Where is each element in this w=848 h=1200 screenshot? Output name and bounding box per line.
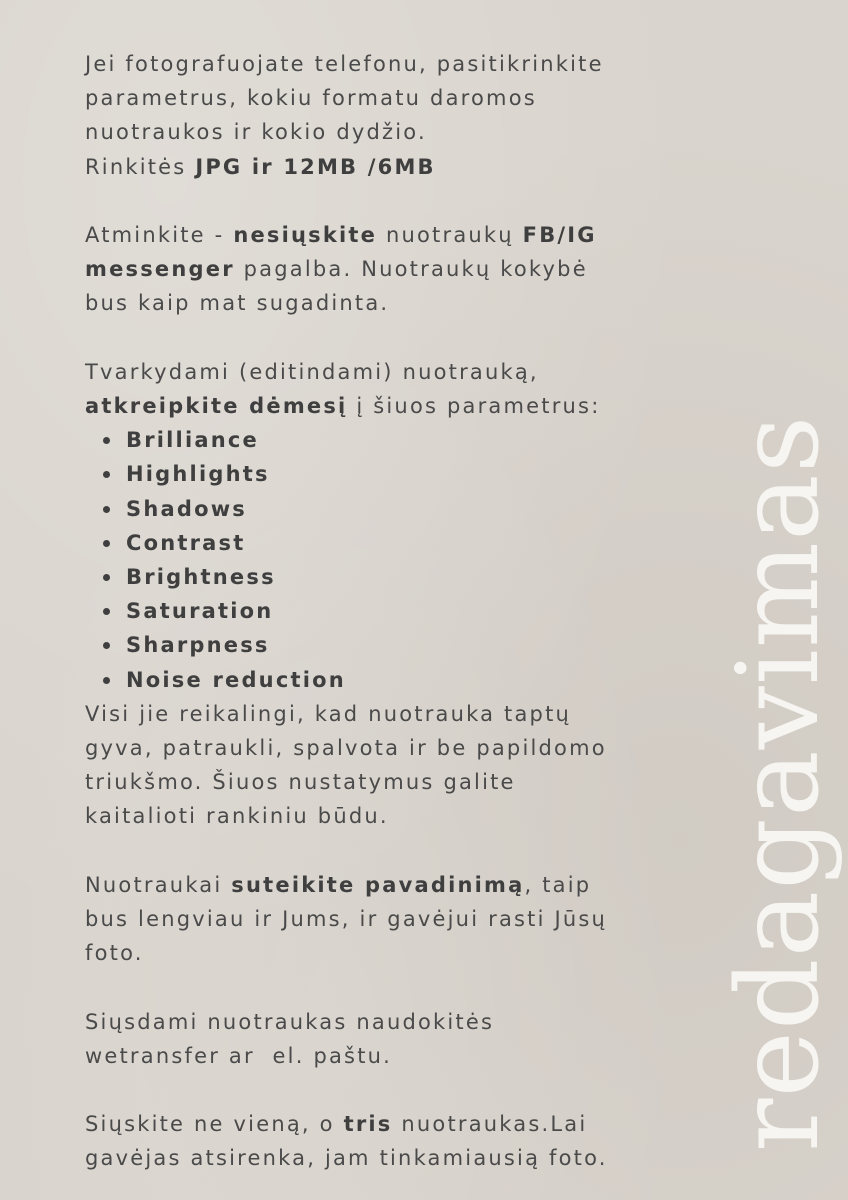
three-photos-paragraph (85, 1107, 685, 1175)
parameter-label: Sharpness (126, 633, 270, 658)
bullet-icon (103, 471, 110, 478)
spacer (85, 321, 685, 355)
list-item (103, 594, 685, 628)
bullet-icon (103, 677, 110, 684)
parameter-label: Saturation (126, 599, 274, 624)
spacer (85, 834, 685, 868)
bullet-icon (103, 642, 110, 649)
list-item (103, 457, 685, 491)
sending-paragraph (85, 1005, 685, 1073)
bullet-icon (103, 574, 110, 581)
three-photos-text-2: nuotraukas.Lai (392, 1112, 588, 1137)
warning-bold-dont-send: nesiųskite (233, 223, 378, 247)
editing-line-1: Tvarkydami (editindami) nuotrauką, (85, 359, 539, 384)
three-photos-bold: tris (343, 1112, 393, 1137)
list-item (103, 628, 685, 662)
list-item (103, 663, 685, 697)
spacer (85, 970, 685, 1004)
spacer (85, 184, 685, 218)
parameter-label: Noise reduction (126, 667, 346, 692)
parameter-label: Brilliance (126, 428, 259, 453)
format-line-1: Jei fotografuojate telefonu, pasitikrinkite (85, 52, 604, 76)
naming-bold: suteikite pavadinimą (231, 872, 525, 897)
parameter-label: Brightness (126, 565, 276, 590)
three-photos-text-1: Siųskite ne vieną, o (85, 1112, 344, 1137)
list-item (103, 423, 685, 457)
naming-text-2: , taip (524, 872, 592, 897)
parameters-list (85, 423, 685, 697)
list-item (103, 526, 685, 560)
explanation-line-4: kaitalioti rankiniu būdu. (85, 804, 389, 829)
warning-line-3: bus kaip mat sugadinta. (85, 291, 390, 316)
parameter-label: Shadows (126, 496, 248, 521)
format-line-3: nuotraukos ir kokio dydžio. (85, 120, 427, 145)
warning-text-3: pagalba. Nuotraukų kokybė (234, 257, 588, 282)
editing-paragraph (85, 355, 685, 423)
sending-line-2: wetransfer ar el. paštu. (85, 1043, 393, 1068)
format-recommendation: JPG ir 12MB /6MB (195, 154, 436, 179)
explanation-line-2: gyva, patraukli, spalvota ir be papildomo (85, 736, 607, 761)
bullet-icon (103, 437, 110, 444)
messenger-warning-paragraph (85, 218, 685, 321)
bullet-icon (103, 506, 110, 513)
bullet-icon (103, 540, 110, 547)
parameter-label: Highlights (126, 462, 270, 487)
page-title: redagavimas (714, 414, 844, 1152)
editing-bold-attention: atkreipkite dėmesį (85, 394, 348, 418)
warning-bold-fbig: FB/IG (522, 223, 597, 247)
parameter-label: Contrast (126, 530, 246, 555)
warning-text-2: nuotraukų (377, 223, 523, 247)
warning-bold-messenger: messenger (85, 257, 235, 282)
parameters-explanation-paragraph (85, 697, 685, 834)
naming-line-2: bus lengviau ir Jums, ir gavėjui rasti Jūsų (85, 907, 608, 932)
list-item (103, 492, 685, 526)
bullet-icon (103, 608, 110, 615)
format-line-2: parametrus, kokiu formatu daromos (85, 86, 537, 111)
spacer (85, 1073, 685, 1107)
warning-text-1: Atminkite - (85, 223, 234, 247)
format-paragraph (85, 47, 685, 184)
instructions-text (85, 47, 685, 1176)
format-line-4-prefix: Rinkitės (85, 154, 196, 179)
explanation-line-3: triukšmo. Šiuos nustatymus galite (85, 770, 516, 795)
naming-text-1: Nuotraukai (85, 872, 232, 897)
editing-text: į šiuos parametrus: (347, 394, 601, 418)
explanation-line-1: Visi jie reikalingi, kad nuotrauka taptų (85, 701, 572, 726)
list-item (103, 560, 685, 594)
naming-line-3: foto. (85, 941, 144, 966)
naming-paragraph (85, 868, 685, 971)
sending-line-1: Siųsdami nuotraukas naudokitės (85, 1009, 495, 1034)
three-photos-line-2: gavėjas atsirenka, jam tinkamiausią foto. (85, 1146, 608, 1171)
